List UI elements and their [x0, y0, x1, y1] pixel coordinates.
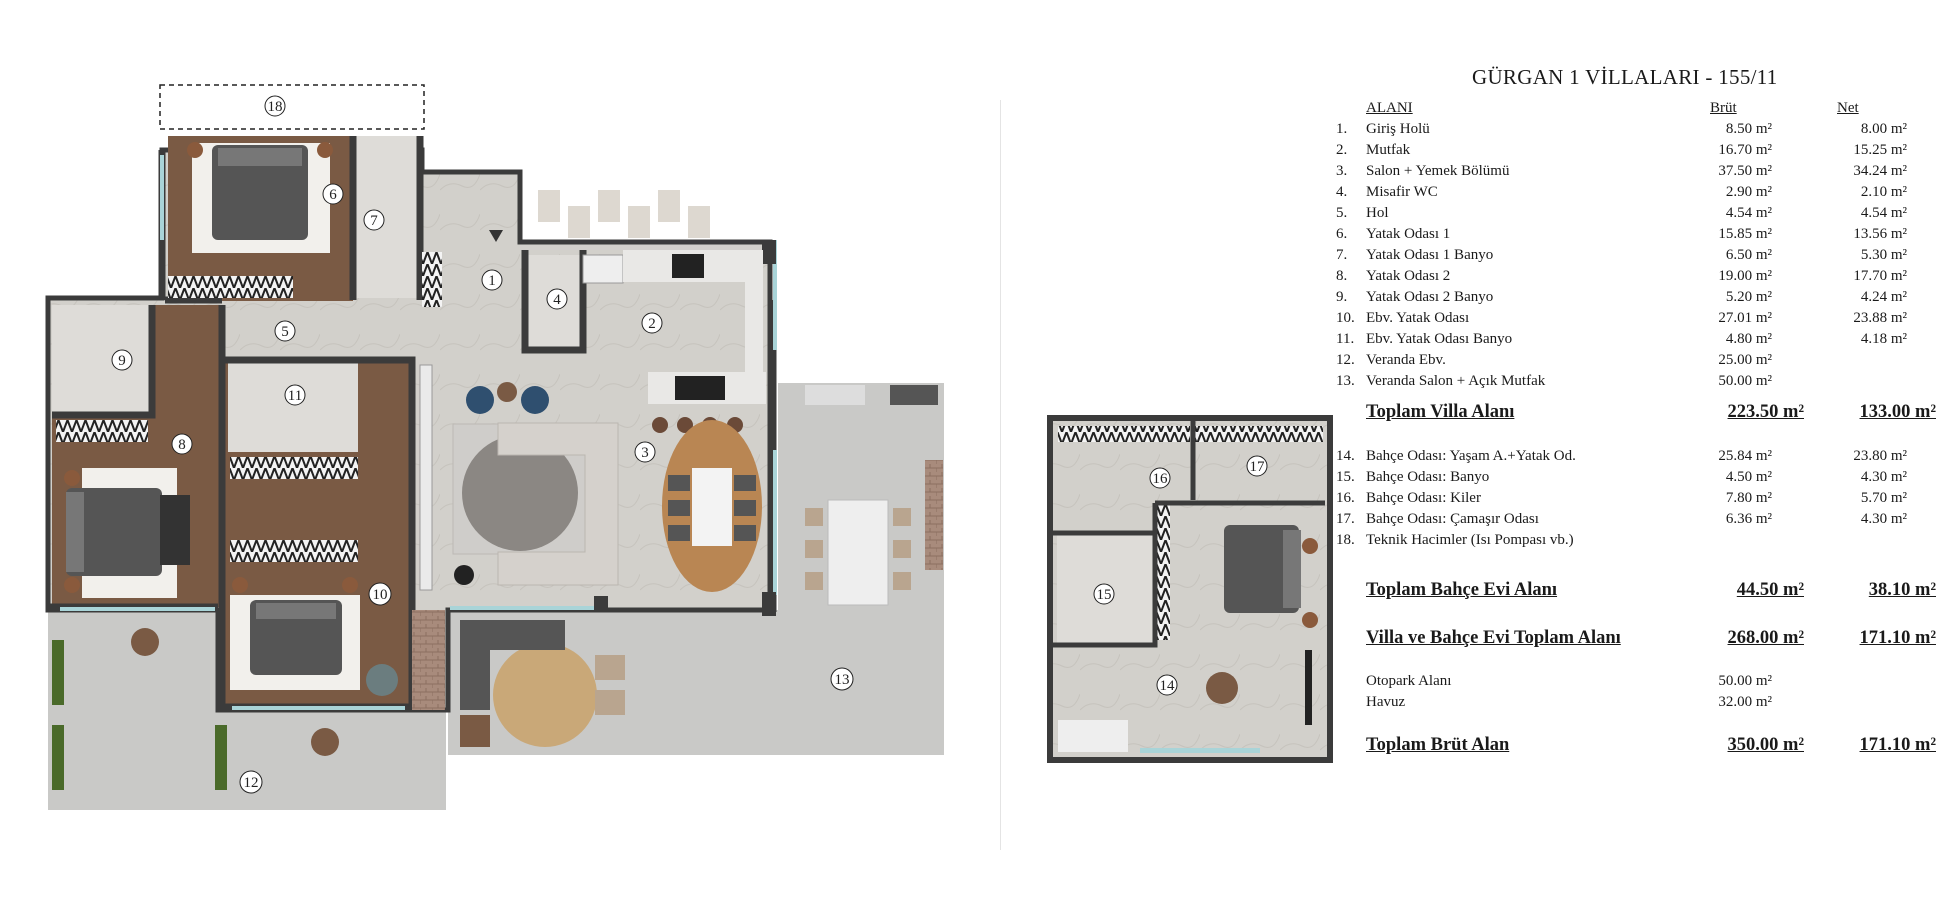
room-marker-9 [112, 350, 132, 370]
svg-text:3: 3 [641, 445, 649, 461]
room-marker-16 [1150, 468, 1170, 488]
room-marker-3 [635, 442, 655, 462]
table-row: 9. Yatak Odası 2 Banyo 5.20 m² 4.24 m² [1336, 289, 1907, 305]
table-row: Otopark Alanı 50.00 m² [1366, 673, 1772, 689]
table-row: 18. Teknik Hacimler (Isı Pompası vb.) [1336, 532, 1574, 548]
table-row: 3. Salon + Yemek Bölümü 37.50 m² 34.24 m² [1336, 163, 1907, 179]
svg-text:13: 13 [834, 672, 850, 688]
header-net: Net [1837, 100, 1859, 116]
table-row: 10. Ebv. Yatak Odası 27.01 m² 23.88 m² [1336, 310, 1907, 326]
bathroom-11-floor [228, 362, 358, 452]
table-row: 13. Veranda Salon + Açık Mutfak 50.00 m² [1336, 373, 1772, 389]
garden-tv [1305, 650, 1312, 725]
header-area: ALANI [1366, 100, 1413, 116]
total-villa-row: Toplam Villa Alanı 223.50 m² 133.00 m² [1366, 402, 1936, 422]
table-row: Havuz 32.00 m² [1366, 694, 1772, 710]
bathroom-9-floor [52, 305, 152, 415]
svg-text:1: 1 [488, 273, 496, 289]
garden-glazing [1140, 748, 1260, 753]
total-combined-row: Villa ve Bahçe Evi Toplam Alanı 268.00 m² 171.10 m² [1366, 628, 1936, 648]
svg-text:2: 2 [648, 316, 656, 332]
section-divider [1000, 100, 1001, 850]
table-row: 14. Bahçe Odası: Yaşam A.+Yatak Od. 25.84 m² 23.80 m² [1336, 448, 1907, 464]
svg-text:8: 8 [178, 437, 186, 453]
table-row: 5. Hol 4.54 m² 4.54 m² [1336, 205, 1907, 221]
room-marker-8 [172, 434, 192, 454]
table-row: 6. Yatak Odası 1 15.85 m² 13.56 m² [1336, 226, 1907, 242]
dining-table [662, 420, 762, 592]
room-marker-15 [1094, 584, 1114, 604]
room-marker-5 [275, 321, 295, 341]
table-row: 16. Bahçe Odası: Kiler 7.80 m² 5.70 m² [1336, 490, 1907, 506]
svg-text:18: 18 [267, 99, 283, 115]
room-marker-12 [240, 771, 262, 793]
garden-house-plan [1050, 418, 1330, 760]
villa-plan [48, 85, 944, 810]
svg-text:14: 14 [1159, 678, 1175, 694]
room-marker-14 [1157, 675, 1177, 695]
room-marker-4 [547, 289, 567, 309]
garden-nightstand [1302, 538, 1318, 554]
room-marker-17 [1247, 456, 1267, 476]
room-marker-13 [831, 668, 853, 690]
garden-wardrobe-top [1058, 426, 1190, 442]
garden-table [1206, 672, 1238, 704]
table-row: 8. Yatak Odası 2 19.00 m² 17.70 m² [1336, 268, 1907, 284]
room-marker-7 [364, 210, 384, 230]
room-marker-2 [642, 313, 662, 333]
room-marker-6 [323, 184, 343, 204]
total-garden-row: Toplam Bahçe Evi Alanı 44.50 m² 38.10 m² [1366, 580, 1936, 600]
page-title: GÜRGAN 1 VİLLALARI - 155/11 [1472, 65, 1778, 89]
stone-wall [412, 610, 445, 710]
svg-text:15: 15 [1096, 587, 1112, 603]
table-row: 1. Giriş Holü 8.50 m² 8.00 m² [1336, 121, 1907, 137]
table-row: 4. Misafir WC 2.90 m² 2.10 m² [1336, 184, 1907, 200]
garden-nightstand-2 [1302, 612, 1318, 628]
svg-text:6: 6 [329, 187, 337, 203]
svg-text:16: 16 [1152, 471, 1168, 487]
total-gross-row: Toplam Brüt Alan 350.00 m² 171.10 m² [1366, 735, 1936, 755]
svg-text:5: 5 [281, 324, 289, 340]
garden-bed-pillow [1283, 530, 1301, 608]
header-brut: Brüt [1710, 100, 1737, 116]
table-row: 15. Bahçe Odası: Banyo 4.50 m² 4.30 m² [1336, 469, 1907, 485]
svg-text:9: 9 [118, 353, 126, 369]
table-row: 2. Mutfak 16.70 m² 15.25 m² [1336, 142, 1907, 158]
garden-wardrobe-top-2 [1195, 426, 1323, 442]
svg-text:12: 12 [243, 775, 259, 791]
room-marker-11 [285, 385, 305, 405]
table-row: 11. Ebv. Yatak Odası Banyo 4.80 m² 4.18 m² [1336, 331, 1907, 347]
svg-text:10: 10 [372, 587, 388, 603]
svg-text:4: 4 [553, 292, 561, 308]
garden-counter [1058, 720, 1128, 752]
technical-area-18 [160, 85, 424, 129]
room-marker-18 [265, 96, 285, 116]
table-row: 7. Yatak Odası 1 Banyo 6.50 m² 5.30 m² [1336, 247, 1907, 263]
svg-text:7: 7 [370, 213, 378, 229]
room-marker-1 [482, 270, 502, 290]
table-row: 12. Veranda Ebv. 25.00 m² [1336, 352, 1772, 368]
room-marker-10 [369, 583, 391, 605]
table-row: 17. Bahçe Odası: Çamaşır Odası 6.36 m² 4.30 m² [1336, 511, 1907, 527]
svg-text:17: 17 [1249, 459, 1265, 475]
svg-text:11: 11 [287, 388, 303, 404]
